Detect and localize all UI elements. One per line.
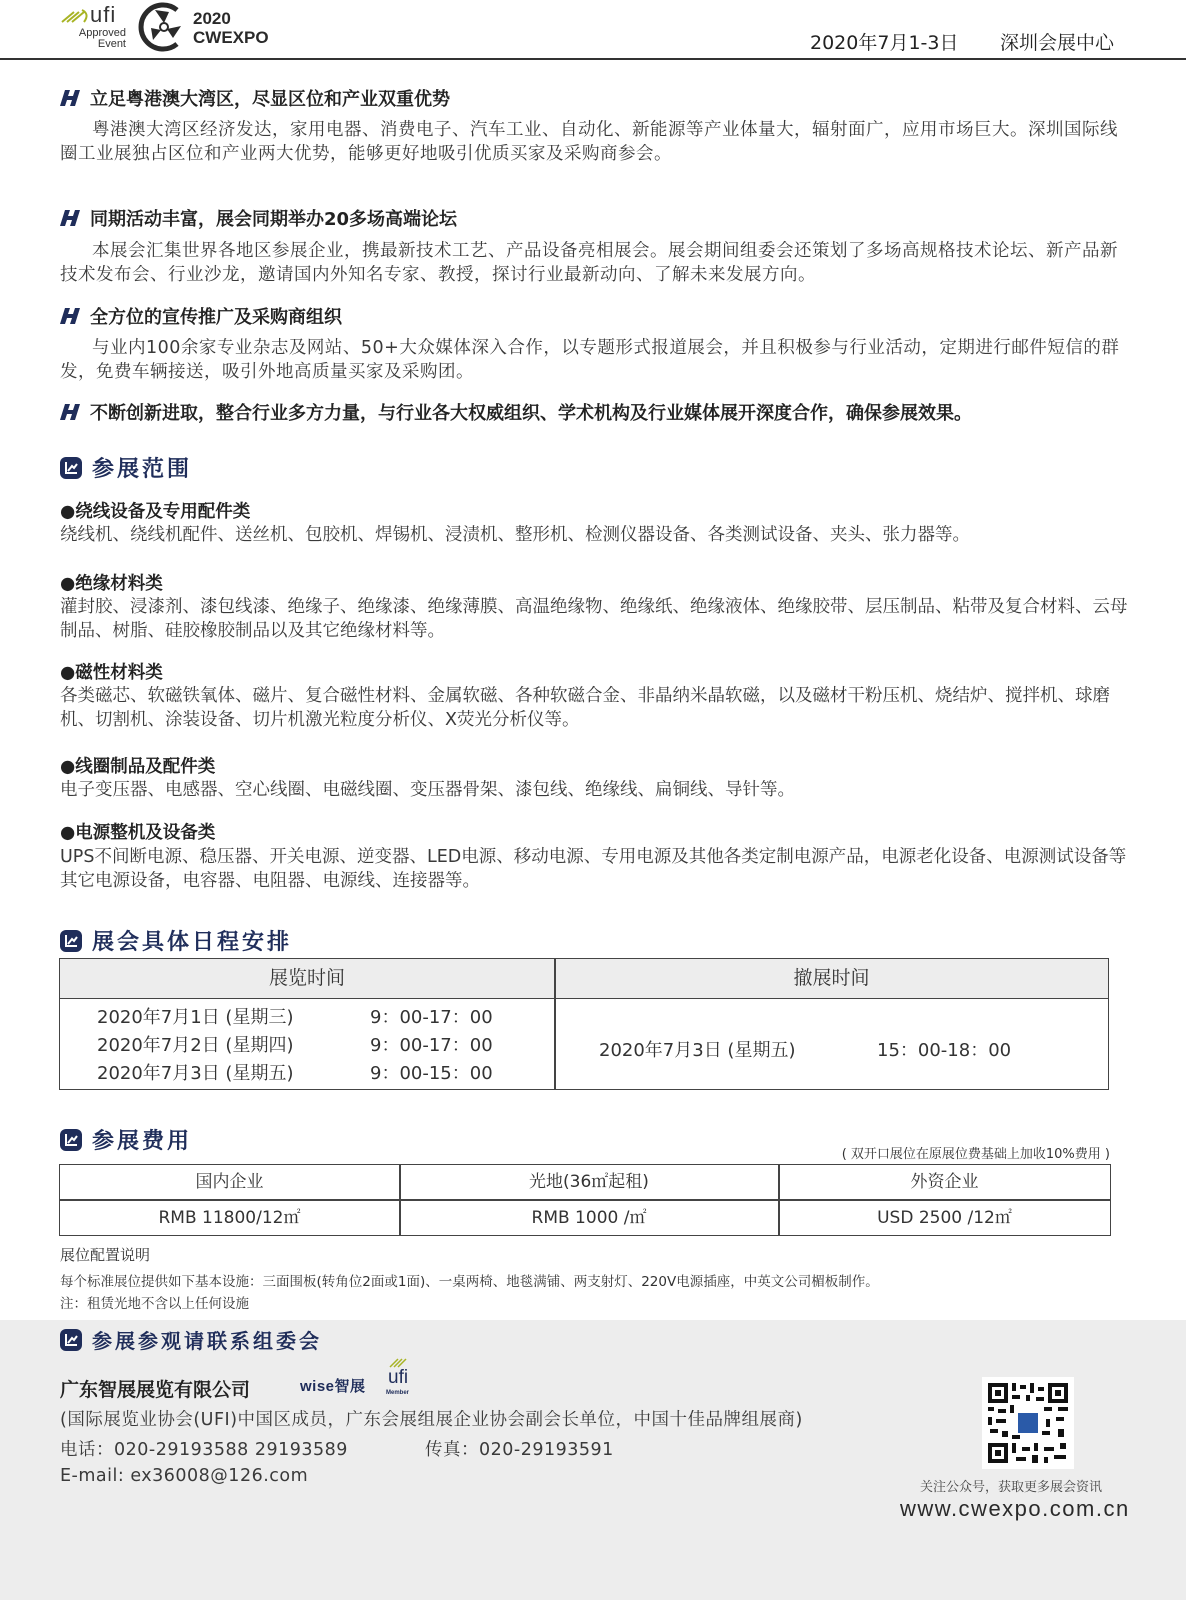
section-title-scope: 参展范围 bbox=[60, 452, 192, 483]
feature-title: 立足粤港澳大湾区，尽显区位和产业双重优势 bbox=[60, 85, 450, 111]
website-link[interactable]: www.cwexpo.com.cn bbox=[900, 1496, 1130, 1521]
ufi-approved-text: Approved Event bbox=[78, 27, 126, 50]
ufi-wordmark: ufi bbox=[90, 2, 117, 27]
exhibit-date: 2020年7月3日 (星期五) bbox=[97, 1063, 294, 1084]
expo-date: 2020年7月1-3日 bbox=[810, 32, 959, 54]
column-divider bbox=[554, 959, 556, 1089]
chart-badge-icon bbox=[60, 1129, 82, 1151]
h-bullet-icon bbox=[60, 89, 82, 107]
category-title: ●磁性材料类 bbox=[60, 663, 163, 683]
fee-header-domestic: 国内企业 bbox=[195, 1172, 264, 1192]
company-description: (国际展览业协会(UFI)中国区成员，广东会展组展企业协会副会长单位，中国十佳品牌组展商) bbox=[60, 1410, 803, 1430]
feature-title: 全方位的宣传推广及采购商组织 bbox=[60, 303, 342, 329]
chart-badge-icon bbox=[60, 1329, 82, 1351]
exhibit-date: 2020年7月2日 (星期四) bbox=[97, 1035, 294, 1056]
teardown-time: 15：00-18：00 bbox=[877, 1040, 1012, 1061]
expo-year: 2020 bbox=[193, 9, 231, 28]
exhibit-date: 2020年7月1日 (星期三) bbox=[97, 1007, 294, 1028]
category-items: 绕线机、绕线机配件、送丝机、包胶机、焊锡机、浸渍机、整形机、检测仪器设备、各类测试设备、夹头、张力器等。 bbox=[60, 525, 970, 545]
h-bullet-icon bbox=[60, 209, 82, 227]
fee-value-raw-space: RMB 1000 /㎡ bbox=[531, 1208, 647, 1228]
category-items: UPS不间断电源、稳压器、开关电源、逆变器、LED电源、移动电源、专用电源及其他各类定制电源产品，电源老化设备、电源测试设备等其它电源设备，电容器、电阻器、电源线、连接器等。 bbox=[60, 847, 1127, 891]
category-items: 灌封胶、浸漆剂、漆包线漆、绝缘子、绝缘漆、绝缘薄膜、高温绝缘物、绝缘纸、绝缘液体、绝缘胶带、层压制品、粘带及复合材料、云母制品、树脂、硅胶橡胶制品以及其它绝缘材料等。 bbox=[60, 597, 1128, 641]
ufi-approved-logo bbox=[60, 2, 126, 52]
fee-header-foreign: 外资企业 bbox=[910, 1172, 979, 1192]
chart-badge-icon bbox=[60, 457, 82, 479]
h-bullet-icon bbox=[60, 403, 82, 421]
expo-name: CWEXPO bbox=[193, 28, 269, 47]
phone: 电话：020-29193588 29193589 bbox=[60, 1440, 348, 1460]
section-title-schedule: 展会具体日程安排 bbox=[60, 925, 292, 956]
category-title: ●绝缘材料类 bbox=[60, 574, 163, 594]
exhibit-time: 9：00-15：00 bbox=[370, 1063, 493, 1084]
page-header bbox=[0, 0, 1186, 60]
feature-body: 与业内100余家专业杂志及网站、50+大众媒体深入合作，以专题形式报道展会，并且积极参与行业活动，定期进行邮件短信的群发，免费车辆接送，吸引外地高质量买家及采购团。 bbox=[60, 338, 1120, 382]
booth-config-note: 注：租赁光地不含以上任何设施 bbox=[60, 1296, 249, 1312]
category-items: 电子变压器、电感器、空心线圈、电磁线圈、变压器骨架、漆包线、绝缘线、扁铜线、导针等。 bbox=[60, 780, 795, 800]
fee-value-foreign: USD 2500 /12㎡ bbox=[877, 1208, 1012, 1228]
feature-body: 粤港澳大湾区经济发达，家用电器、消费电子、汽车工业、自动化、新能源等产业体量大，辐射面广，应用市场巨大。深圳国际线圈工业展独占区位和产业两大优势，能够更好地吸引优质买家及采购商参会。 bbox=[60, 120, 1118, 164]
category-title: ●线圈制品及配件类 bbox=[60, 757, 216, 777]
expo-venue: 深圳会展中心 bbox=[1000, 32, 1115, 54]
booth-config-desc: 每个标准展位提供如下基本设施：三面围板(转角位2面或1面)、一桌两椅、地毯满铺、两支射灯、220V电源插座，中英文公司楣板制作。 bbox=[60, 1274, 879, 1290]
feature-body: 本展会汇集世界各地区参展企业，携最新技术工艺、产品设备亮相展会。展会期间组委会还策划了多场高规格技术论坛、新产品新技术发布会、行业沙龙，邀请国内外知名专家、教授，探讨行业最新动向、了解未来发展方向。 bbox=[60, 241, 1118, 285]
cwexpo-emblem-icon bbox=[137, 2, 187, 52]
section-title-contact: 参展参观请联系组委会 bbox=[60, 1325, 322, 1354]
qr-caption: 关注公众号，获取更多展会资讯 bbox=[920, 1480, 1103, 1495]
schedule-table bbox=[59, 958, 1109, 1090]
chart-badge-icon bbox=[60, 930, 82, 952]
wise-ufi-member-logo: wise智展 ufi Member bbox=[300, 1355, 420, 1400]
exhibit-time: 9：00-17：00 bbox=[370, 1007, 493, 1028]
qr-code-icon[interactable] bbox=[982, 1377, 1074, 1469]
company-name: 广东智展展览有限公司 bbox=[60, 1379, 251, 1401]
teardown-date: 2020年7月3日 (星期五) bbox=[599, 1040, 796, 1061]
category-title: ●绕线设备及专用配件类 bbox=[60, 502, 251, 522]
category-title: ●电源整机及设备类 bbox=[60, 823, 216, 843]
category-items: 各类磁芯、软磁铁氧体、磁片、复合磁性材料、金属软磁、各种软磁合金、非晶纳米晶软磁，以及磁材干粉压机、烧结炉、搅拌机、球磨机、切割机、涂装设备、切片机激光粒度分析仪、X荧光分析仪等。 bbox=[60, 686, 1110, 730]
feature-title: 同期活动丰富，展会同期举办20多场高端论坛 bbox=[60, 205, 457, 231]
fee-header-raw-space: 光地(36㎡起租) bbox=[529, 1172, 649, 1192]
exhibit-time-header: 展览时间 bbox=[60, 959, 554, 999]
teardown-time-header: 撤展时间 bbox=[555, 959, 1108, 999]
fax: 传真：020-29193591 bbox=[425, 1440, 614, 1460]
exhibit-time: 9：00-17：00 bbox=[370, 1035, 493, 1056]
booth-config-title: 展位配置说明 bbox=[60, 1246, 151, 1264]
fee-value-domestic: RMB 11800/12㎡ bbox=[158, 1208, 301, 1228]
email[interactable]: E-mail: ex36008@126.com bbox=[60, 1466, 309, 1486]
fees-table bbox=[59, 1164, 1111, 1236]
feature-title: 不断创新进取，整合行业多方力量，与行业各大权威组织、学术机构及行业媒体展开深度合作，确保参展效果。 bbox=[60, 399, 972, 425]
fee-note: ( 双开口展位在原展位费基础上加收10%费用 ) bbox=[841, 1147, 1110, 1162]
h-bullet-icon bbox=[60, 307, 82, 325]
ufi-swoosh-icon bbox=[60, 8, 90, 24]
section-title-fees: 参展费用 bbox=[60, 1124, 192, 1155]
